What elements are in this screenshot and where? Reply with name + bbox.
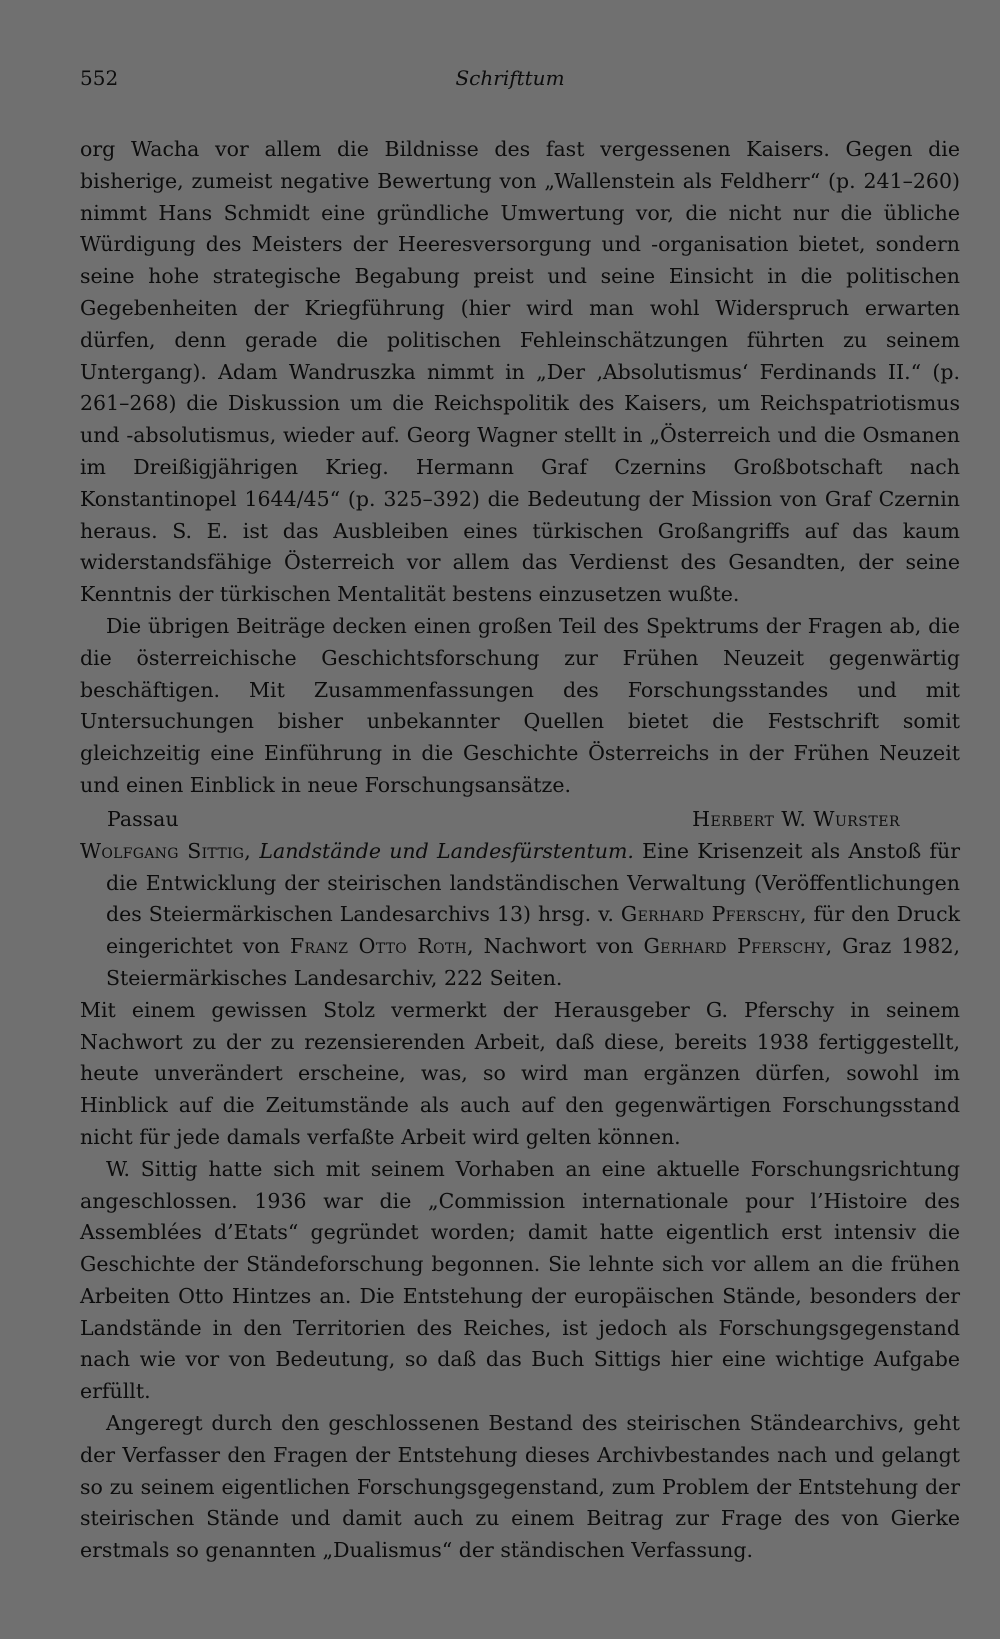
biblio-text-1: Eine Krisenzeit als Anstoß für die Entwicklung der steirischen landständischen Verwaltung (Veröffentlichungen des Steiermärkischen Landesarchivs 13) hrsg. v. bbox=[106, 838, 960, 927]
review2-paragraph-3: Angeregt durch den geschlossenen Bestand des steirischen Ständearchivs, geht der Verfasser den Fragen der Entstehung dieses Archivbestandes nach und gelangt so zu seinem eigentlichen Forschungsgegenstand, zum Problem der Entstehung der steirischen Stände und damit auch zu einem Beitrag zur Frage des von Gierke erstmals so genannten „Dualismus“ der ständischen Verfassung. bbox=[80, 1411, 960, 1563]
review1-paragraph-2: Die übrigen Beiträge decken einen großen Teil des Spektrums der Fragen ab, die die österreichische Geschichtsforschung zur Frühen Neuzeit gegenwärtig beschäftigen. Mit Zusammenfassungen des Forschungsstandes und mit Untersuchungen bisher unbekannter Quellen bietet die Festschrift somit gleichzeitig eine Einführung in die Geschichte Österreichs in der Frühen Neuzeit und einen Einblick in neue Forschungsansätze. bbox=[80, 613, 960, 797]
afterword-author: Gerhard Pferschy bbox=[643, 934, 826, 959]
book-author: Wolfgang Sittig, bbox=[80, 838, 252, 863]
page-header bbox=[80, 66, 940, 96]
book-title: Landstände und Landesfürstentum. bbox=[259, 838, 634, 863]
biblio-text-4: , Graz 1982, Steiermärkisches Landesarchiv, 222 Seiten. bbox=[106, 934, 960, 990]
running-title: Schrifttum bbox=[455, 66, 565, 90]
biblio-text-2: , für den Druck eingerichtet von bbox=[106, 902, 960, 959]
book-editor: Gerhard Pferschy bbox=[620, 902, 800, 927]
book-arranger: Franz Otto Roth bbox=[289, 934, 468, 959]
review2-paragraph-2: W. Sittig hatte sich mit seinem Vorhaben an eine aktuelle Forschungsrichtung angeschlossen. 1936 war die „Commission internationale pour l’Histoire des Assemblées d’Etats“ gegründet worden; damit hatte eigentlich erst intensiv die Geschichte der Ständeforschung begonnen. Sie lehnte sich vor allem an die frühen Arbeiten Otto Hintzes an. Die Entstehung der europäischen Stände, besonders der Landstände in den Territorien des Reiches, ist jedoch als Forschungsgegenstand nach wie vor von Bedeutung, so daß das Buch Sittigs hier eine wichtige Aufgabe erfüllt. bbox=[80, 1156, 960, 1404]
biblio-text-3: , Nachwort von bbox=[467, 934, 644, 959]
page-body bbox=[80, 134, 960, 1567]
review1-signature bbox=[80, 804, 960, 836]
review2-paragraph-1: Mit einem gewissen Stolz vermerkt der Herausgeber G. Pferschy in seinem Nachwort zu der zu rezensierenden Arbeit, daß diese, bereits 1938 fertiggestellt, heute unverändert erscheine, was, so wird man ergänzen dürfen, sowohl im Hinblick auf die Zeitumstände als auch auf den gegenwärtigen Forschungsstand nicht für jede damals verfaßte Arbeit wird gelten können. bbox=[80, 997, 960, 1149]
page-number: 552 bbox=[80, 66, 119, 90]
bibliographic-entry bbox=[80, 836, 960, 995]
review1-paragraph-1: org Wacha vor allem die Bildnisse des fast vergessenen Kaisers. Gegen die bisherige, zumeist negative Bewertung von „Wallenstein als Feldherr“ (p. 241–260) nimmt Hans Schmidt eine gründliche Umwertung vor, die nicht nur die übliche Würdigung des Meisters der Heeresversorgung und -organisation bietet, sondern seine hohe strategische Begabung preist und seine Einsicht in die politischen Gegebenheiten der Kriegführung (hier wird man wohl Widerspruch erwarten dürfen, denn gerade die politischen Fehleinschätzungen führten zu seinem Untergang). Adam Wandruszka nimmt in „Der ‚Absolutismus‘ Ferdinands II.“ (p. 261–268) die Diskussion um die Reichspolitik des Kaisers, um Reichspatriotismus und -absolutismus, wieder auf. Georg Wagner stellt in „Österreich und die Osmanen im Dreißigjährigen Krieg. Hermann Graf Czernins Großbotschaft nach Konstantinopel 1644/45“ (p. 325–392) die Bedeutung der Mission von Graf Czernin heraus. S. E. ist das Ausbleiben eines türkischen Großangriffs auf das kaum widerstandsfähige Österreich vor allem das Verdienst des Gesandten, der seine Kenntnis der türkischen Mentalität bestens einzusetzen wußte. bbox=[80, 137, 960, 607]
review-place: Passau bbox=[107, 806, 179, 831]
reviewer-name: Herbert W. Wurster bbox=[692, 806, 900, 831]
